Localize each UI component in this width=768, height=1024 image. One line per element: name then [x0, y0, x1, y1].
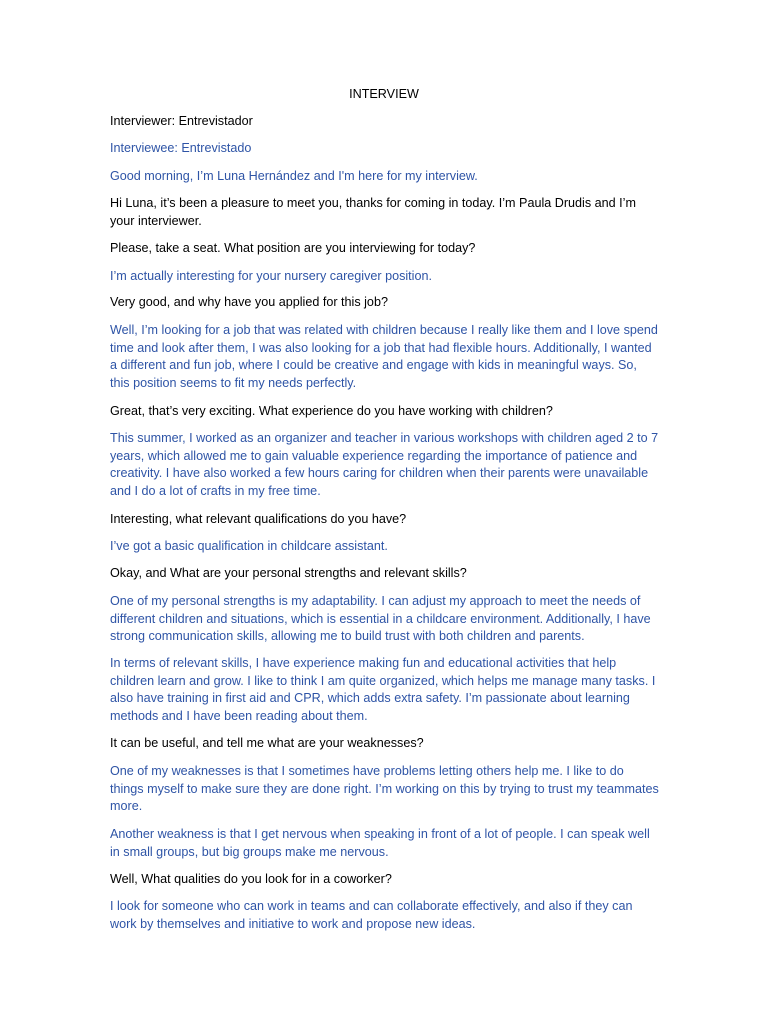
paragraph-question-position: Please, take a seat. What position are you interviewing for today?: [110, 241, 476, 255]
paragraph-answer-greeting: Good morning, I’m Luna Hernández and I'm here for my interview.: [110, 169, 478, 183]
paragraph-answer-weakness-2: Another weakness is that I get nervous when speaking in front of a lot of people. I can speak well in small groups, but big groups make me nervous.: [110, 827, 650, 859]
document-title: INTERVIEW: [349, 87, 419, 101]
paragraph-answer-coworker: I look for someone who can work in teams and can collaborate effectively, and also if they can work by themselves and initiative to work and propose new ideas.: [110, 899, 633, 931]
paragraph-answer-skills: In terms of relevant skills, I have experience making fun and educational activities that help children learn and grow. I like to think I am quite organized, which helps me manage many tasks. I also have training in first aid and CPR, which adds extra safety. I’m passionate about learning methods and I have been reading about them.: [110, 656, 656, 723]
paragraph-answer-experience: This summer, I worked as an organizer and teacher in various workshops with children aged 2 to 7 years, which allowed me to gain valuable experience regarding the importance of patience and creativity. I have also worked a few hours caring for children when their parents were unavailable and I do a lot of crafts in my free time.: [110, 431, 659, 498]
paragraph-question-why: Very good, and why have you applied for this job?: [110, 295, 388, 309]
paragraph-answer-strengths: One of my personal strengths is my adaptability. I can adjust my approach to meet the needs of different children and situations, which is essential in a childcare environment. Additionally, I have strong communication skills, allowing me to build trust with both children and parents.: [110, 594, 651, 644]
paragraph-question-strengths: Okay, and What are your personal strengths and relevant skills?: [110, 566, 467, 580]
paragraph-question-intro: Hi Luna, it’s been a pleasure to meet you, thanks for coming in today. I’m Paula Drudis and I’m your interviewer.: [110, 196, 636, 228]
paragraph-answer-why: Well, I’m looking for a job that was related with children because I really like them and I love spend time and look after them, I was also looking for a job that had flexible hours. Additionally, I wanted a different and fun job, where I could be creative and engage with kids in meaningful ways. So, this position seems to fit my needs perfectly.: [110, 323, 658, 390]
paragraph-question-weaknesses: It can be useful, and tell me what are your weaknesses?: [110, 736, 424, 750]
paragraph-answer-position: I’m actually interesting for your nursery caregiver position.: [110, 269, 432, 283]
paragraph-answer-weakness-1: One of my weaknesses is that I sometimes have problems letting others help me. I like to do things myself to make sure they are done right. I’m working on this by trying to trust my teammates more.: [110, 764, 659, 814]
paragraph-interviewee-label: Interviewee: Entrevistado: [110, 141, 252, 155]
paragraph-question-qualifications: Interesting, what relevant qualifications do you have?: [110, 512, 407, 526]
paragraph-interviewer-label: Interviewer: Entrevistador: [110, 114, 253, 128]
paragraph-answer-qualifications: I’ve got a basic qualification in childcare assistant.: [110, 539, 388, 553]
paragraph-question-coworker: Well, What qualities do you look for in a coworker?: [110, 872, 392, 886]
paragraph-question-experience: Great, that’s very exciting. What experience do you have working with children?: [110, 404, 553, 418]
